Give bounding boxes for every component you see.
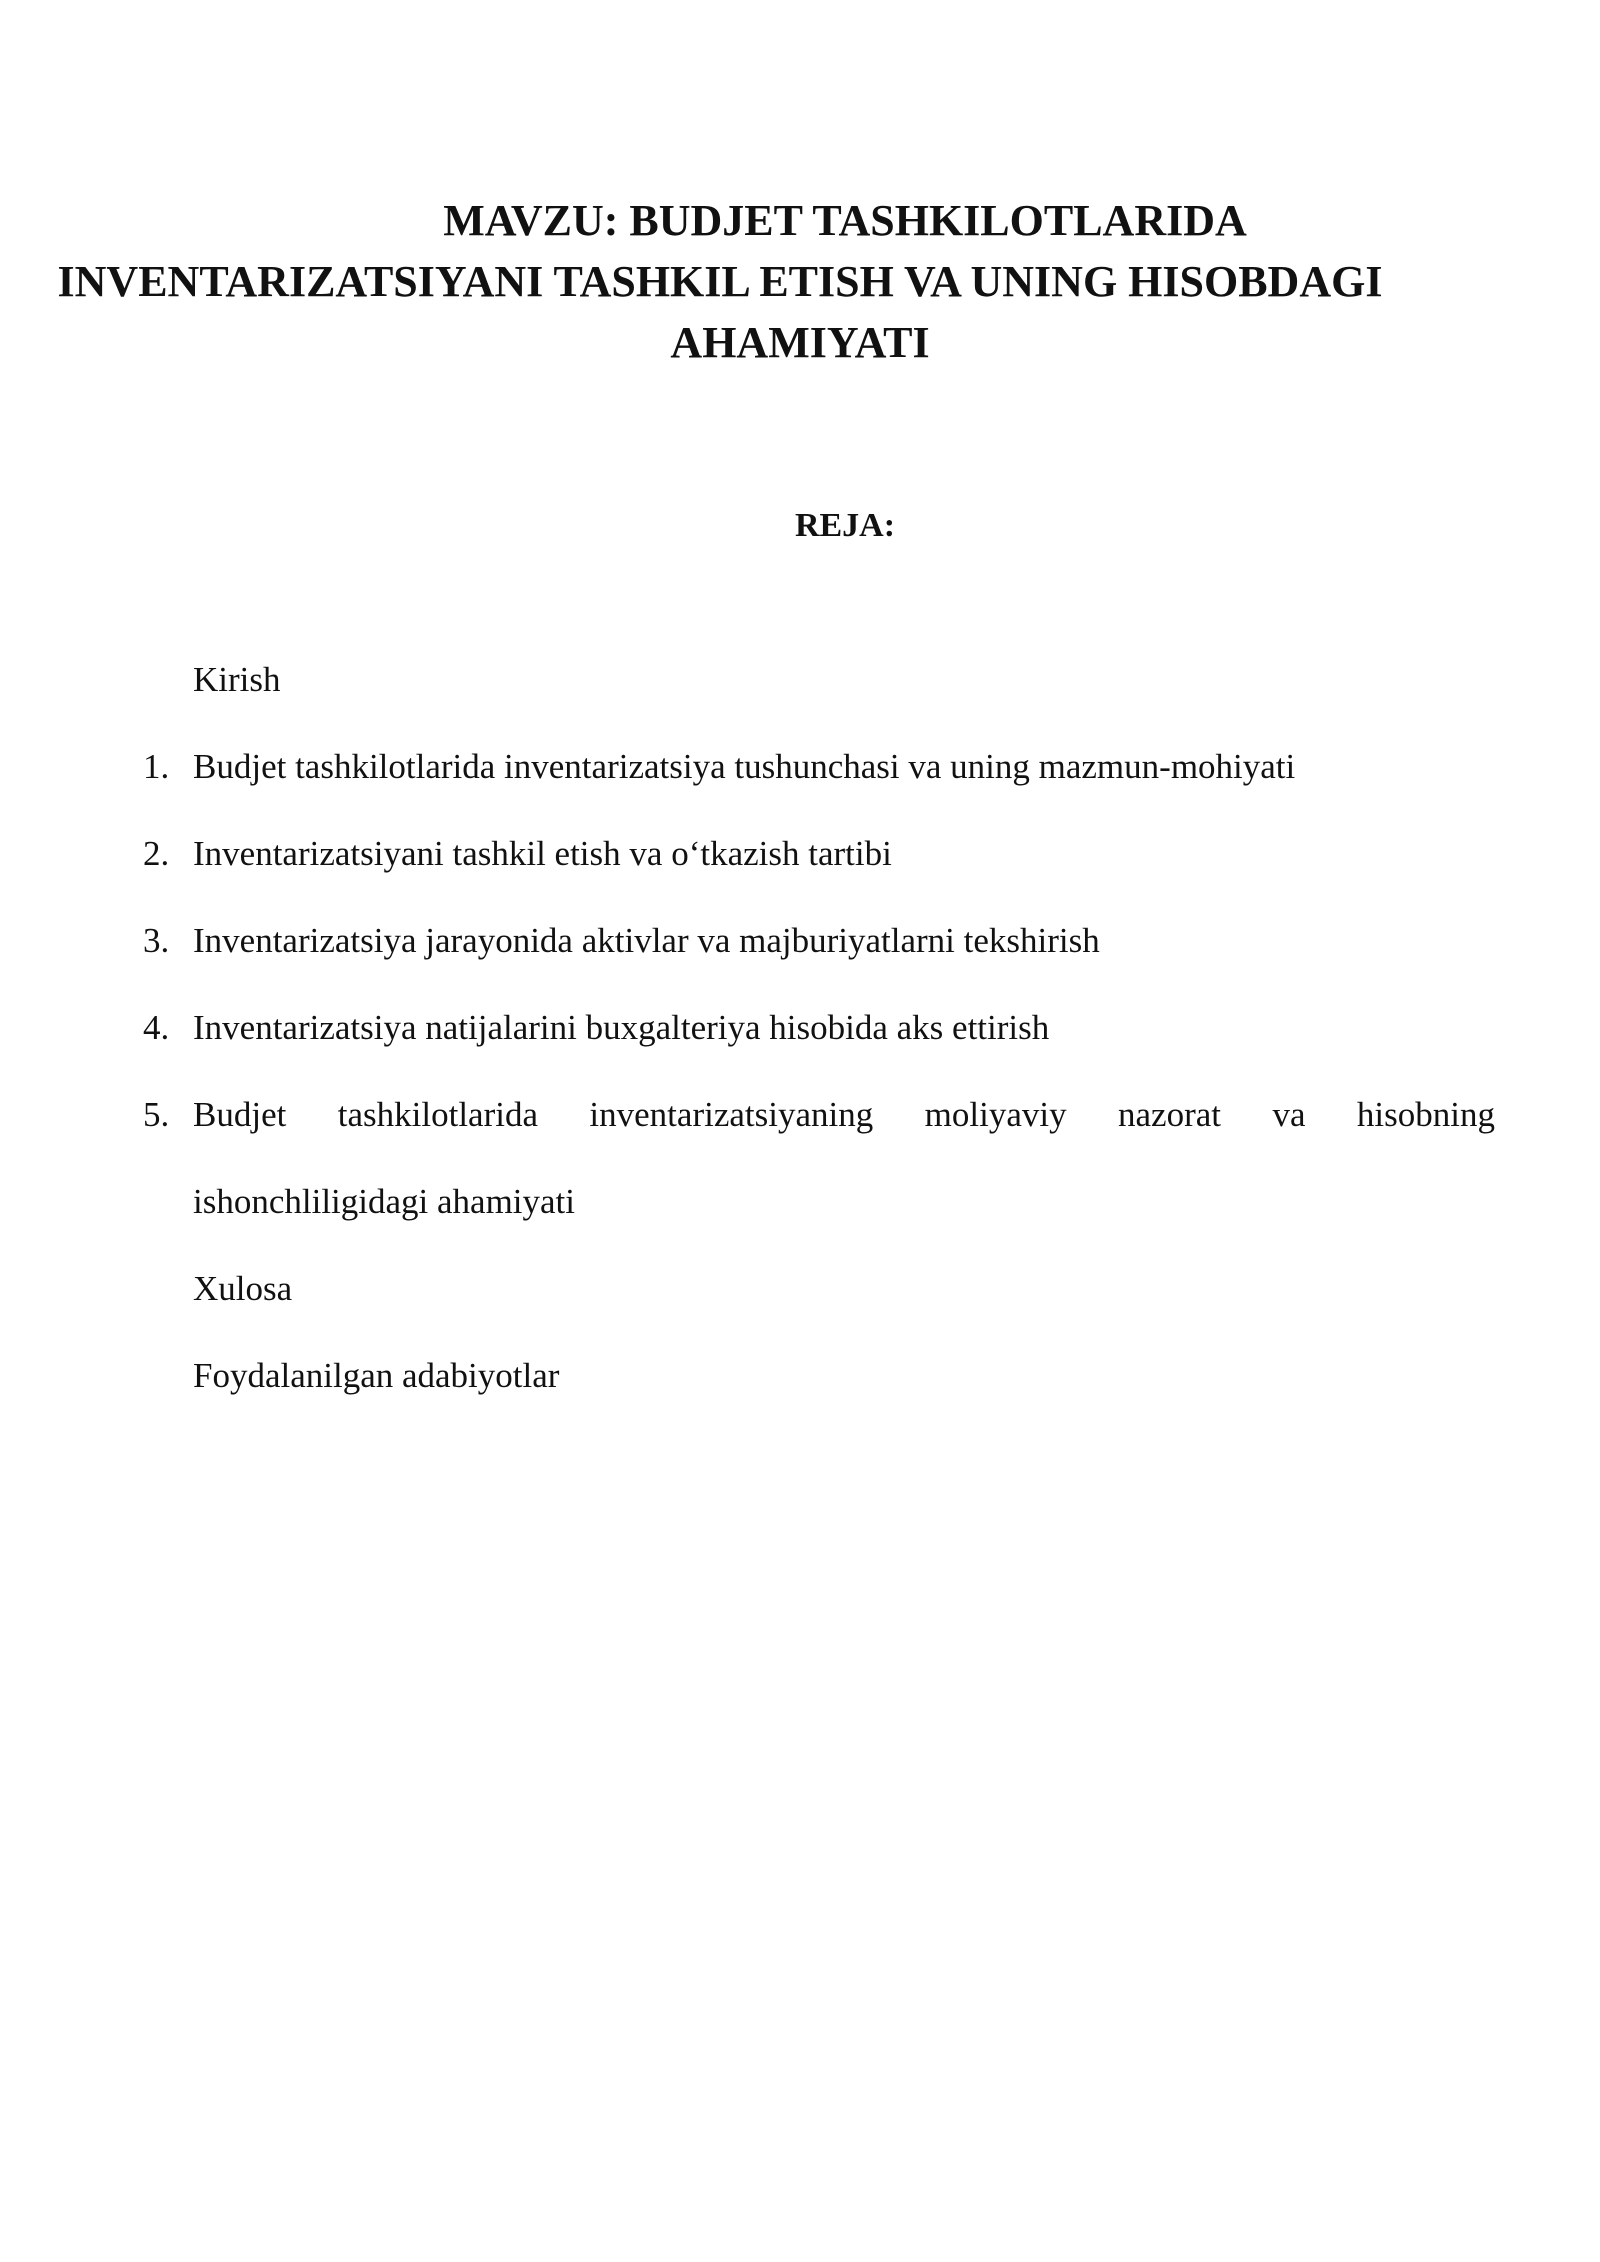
plan-item-1 (143, 744, 1493, 790)
plan-item-5-continuation: ishonchliligidagi ahamiyati (193, 1182, 576, 1221)
plan-item-number: 2. (143, 834, 170, 873)
document-title (57, 190, 1510, 373)
plan-conclusion: Xulosa (193, 1269, 293, 1308)
plan-item-number: 5. (143, 1095, 170, 1134)
plan-intro: Kirish (193, 660, 281, 699)
plan-item-number: 4. (143, 1008, 170, 1047)
plan-item-text: Budjet tashkilotlarida inventarizatsiyaning moliyaviy nazorat va hisobning (193, 1095, 1495, 1134)
plan-item-number: 3. (143, 921, 170, 960)
title-line-3: AHAMIYATI (670, 318, 930, 367)
plan-item-text: Inventarizatsiyani tashkil etish va o‘tkazish tartibi (193, 834, 892, 873)
plan-item-text: Inventarizatsiya jarayonida aktivlar va majburiyatlarni tekshirish (193, 921, 1100, 960)
title-line-1: MAVZU: BUDJET TASHKILOTLARIDA (443, 196, 1247, 245)
plan-item-text: Inventarizatsiya natijalarini buxgalteriya hisobida aks ettirish (193, 1008, 1050, 1047)
plan-heading: REJA: (794, 507, 896, 544)
plan-item-4 (143, 1005, 1493, 1051)
title-line-2: INVENTARIZATSIYANI TASHKIL ETISH VA UNING HISOBDAGI (57, 257, 1383, 306)
plan-item-3 (143, 918, 1493, 964)
plan-references: Foydalanilgan adabiyotlar (193, 1356, 560, 1395)
plan-item-5 (143, 1092, 1495, 1138)
plan-item-text: Budjet tashkilotlarida inventarizatsiya tushunchasi va uning mazmun-mohiyati (193, 747, 1296, 786)
plan-item-number: 1. (143, 747, 170, 786)
plan-item-2 (143, 831, 1493, 877)
